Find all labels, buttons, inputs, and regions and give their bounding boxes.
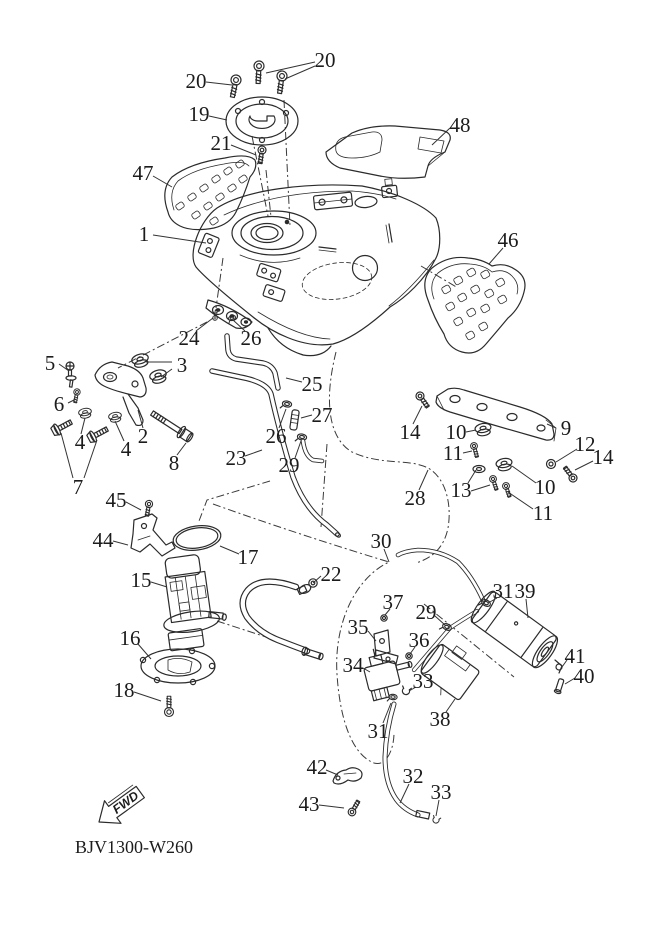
part-label-39: 39: [514, 579, 536, 603]
bolt-7: [86, 424, 110, 444]
part-label-35: 35: [347, 615, 369, 639]
callouts-layer: [45, 48, 614, 816]
part-label-38: 38: [429, 707, 451, 731]
leader-line-7: [84, 440, 97, 478]
diagram-code: BJV1300-W260: [75, 837, 193, 857]
filler-cap-ring-19: [226, 97, 298, 145]
grommet-10b: [495, 457, 513, 472]
fuel-tank-1: [193, 178, 440, 355]
part-label-13: 13: [450, 478, 472, 502]
part-label-12: 12: [574, 432, 596, 456]
clamp-26b: [280, 400, 292, 410]
bracket-2: [95, 362, 146, 425]
leader-line-42: [326, 770, 338, 775]
fwd-arrow-icon: [91, 781, 149, 834]
part-label-14: 14: [592, 445, 614, 469]
bracket-35: [374, 630, 398, 664]
part-label-32: 32: [402, 764, 424, 788]
fwd-label: FWD: [110, 788, 142, 817]
fuel-hose-22-group: [243, 579, 324, 661]
part-label-40: 40: [573, 664, 595, 688]
part-label-8: 8: [168, 451, 180, 475]
leader-line-43: [319, 805, 344, 808]
long-bolt-8: [148, 408, 194, 445]
fuel-pump-group: [131, 500, 231, 717]
part-label-5: 5: [44, 351, 56, 375]
fuel-hose-22: [243, 582, 307, 651]
pipe-40: [554, 678, 565, 694]
part-label-23: 23: [225, 446, 247, 470]
washer-12: [547, 460, 556, 469]
front-mount-bracket-group: [50, 352, 195, 444]
collar-4: [78, 407, 92, 419]
nut-37: [381, 615, 387, 621]
cap-bolts-20: [227, 61, 287, 98]
part-label-2: 2: [137, 424, 149, 448]
part-label-1: 1: [138, 222, 150, 246]
o-ring-17: [172, 523, 223, 553]
part-label-29: 29: [415, 600, 437, 624]
bolt-13: [489, 475, 500, 491]
leader-line-25: [286, 378, 302, 382]
elbow-41: [555, 660, 562, 673]
tank-cover-48: [326, 126, 450, 178]
bolt-11b: [502, 482, 513, 498]
leader-line-27: [301, 415, 312, 418]
screw-43: [347, 799, 362, 817]
part-label-47: 47: [132, 161, 154, 185]
grommet-10a: [474, 422, 492, 437]
part-label-31: 31: [492, 579, 514, 603]
part-label-26: 26: [265, 424, 287, 448]
part-label-11: 11: [532, 501, 554, 525]
part-label-29: 29: [278, 453, 300, 477]
part-label-20: 20: [185, 69, 207, 93]
part-label-25: 25: [301, 372, 323, 396]
part-label-10: 10: [445, 420, 467, 444]
clip-33b: [431, 815, 440, 824]
leader-line-11: [463, 451, 472, 453]
part-label-16: 16: [119, 626, 141, 650]
leader-line-20: [266, 62, 315, 73]
part-label-30: 30: [370, 529, 392, 553]
part-label-48: 48: [449, 113, 471, 137]
part-label-34: 34: [342, 653, 364, 677]
leader-line-14: [575, 461, 593, 470]
bracket-44: [131, 514, 175, 556]
tank-mount-tab: [198, 233, 220, 258]
joint-pipe-27: [290, 410, 300, 431]
leader-line-10: [466, 430, 476, 432]
part-label-33: 33: [430, 780, 452, 804]
damper-3: [131, 352, 151, 369]
pump-plate-16: [140, 648, 215, 684]
leader-line-13: [471, 485, 490, 491]
leader-line-17: [220, 546, 239, 554]
hose-fitting-22: [297, 579, 317, 595]
part-label-45: 45: [105, 488, 127, 512]
part-label-3: 3: [176, 353, 188, 377]
leader-line-11: [508, 492, 533, 509]
part-label-46: 46: [497, 228, 519, 252]
damper-3: [149, 368, 169, 385]
part-label-43: 43: [298, 792, 320, 816]
leader-line-44: [113, 541, 128, 545]
leader-line-20: [206, 82, 232, 85]
part-label-31: 31: [367, 719, 389, 743]
leader-line-19: [209, 116, 227, 120]
bolt-6: [72, 388, 81, 403]
part-label-18: 18: [113, 678, 135, 702]
drain-hose-32: [385, 704, 418, 815]
bolt-18: [165, 696, 174, 716]
clamp-42: [333, 768, 362, 784]
part-label-15: 15: [130, 568, 152, 592]
part-label-9: 9: [560, 416, 572, 440]
part-label-4: 4: [74, 430, 86, 454]
part-label-14: 14: [399, 420, 421, 444]
part-label-24: 24: [178, 326, 200, 350]
bolt-14b: [562, 465, 579, 484]
part-label-21: 21: [210, 131, 232, 155]
leader-line-18: [134, 692, 161, 701]
part-label-28: 28: [404, 486, 426, 510]
nut-36: [406, 653, 412, 659]
bolt-11a: [470, 442, 480, 458]
leader-line-21: [231, 145, 256, 155]
part-label-36: 36: [408, 628, 430, 652]
part-label-44: 44: [92, 528, 114, 552]
part-label-20: 20: [314, 48, 336, 72]
part-label-6: 6: [53, 392, 65, 416]
leader-line-7: [61, 433, 73, 478]
fuel-pump-15: [155, 551, 231, 651]
stud-5: [66, 362, 76, 387]
part-label-33: 33: [412, 669, 434, 693]
leader-line-15: [151, 582, 167, 587]
leader-line-45: [126, 502, 141, 510]
leader-line-1: [153, 235, 206, 243]
part-label-26: 26: [240, 326, 262, 350]
part-label-22: 22: [320, 562, 342, 586]
part-label-17: 17: [237, 545, 259, 569]
part-label-19: 19: [188, 102, 210, 126]
part-label-27: 27: [311, 403, 333, 427]
canister-hose-top: [398, 550, 483, 600]
leader-line-35: [368, 631, 376, 641]
part-label-37: 37: [382, 590, 404, 614]
part-label-11: 11: [442, 441, 464, 465]
part-label-42: 42: [306, 755, 328, 779]
bolt-14a: [414, 390, 431, 409]
bolt-7: [50, 417, 74, 437]
part-label-41: 41: [564, 644, 586, 668]
leader-line-10: [512, 466, 536, 483]
leader-line-23: [245, 450, 262, 456]
part-label-4: 4: [120, 437, 132, 461]
leader-line-5: [59, 364, 69, 371]
rubber-pad-46: [425, 257, 525, 353]
cap-screw-21: [256, 145, 266, 163]
part-label-10: 10: [534, 475, 556, 499]
part-label-7: 7: [72, 475, 84, 499]
